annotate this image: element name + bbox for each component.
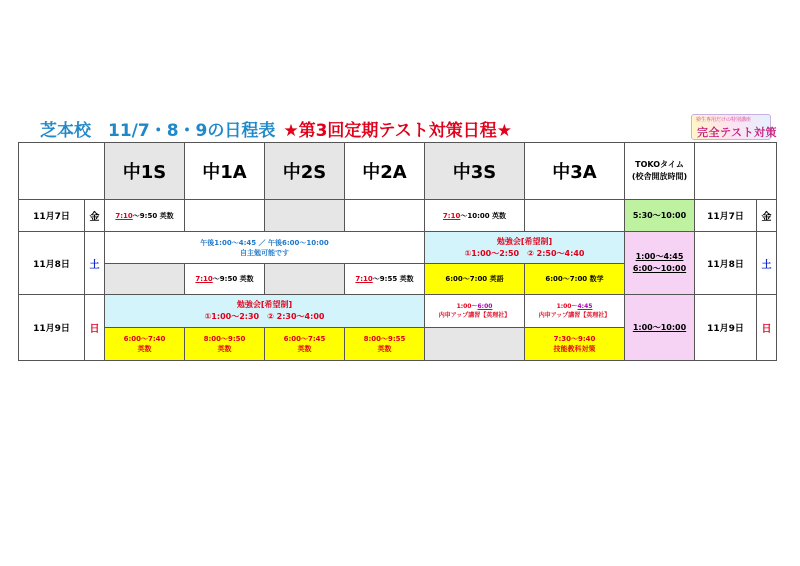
date-cell: 11月7日: [19, 200, 85, 232]
nov8-c1a: [185, 264, 265, 295]
time-start: 1:00～: [456, 303, 478, 310]
row-nov9-top: [19, 295, 777, 328]
nov7-c1a: [185, 200, 265, 232]
course-label: 内申アップ講習【英理社】: [538, 312, 611, 319]
date-cell: 11月8日: [19, 232, 85, 295]
row-nov8-top: [19, 232, 777, 264]
header-class-1s: 中1S: [105, 143, 185, 200]
toko-time-1: 1:00～4:45: [635, 252, 684, 261]
study-session-title: 勉強会[希望制]: [496, 236, 553, 246]
class-subject: 英数: [377, 345, 392, 353]
time-start: 7:10: [195, 275, 213, 283]
nov9-c3a-bottom: [525, 328, 625, 361]
dow-cell-right: 日: [757, 295, 777, 361]
time-start: 7:10: [115, 211, 133, 220]
time-rest: ～10:00 英数: [460, 211, 507, 220]
dow-cell: 日: [85, 295, 105, 361]
row-nov7: [19, 200, 777, 232]
nov7-c3a: [525, 200, 625, 232]
nov9-toko: [625, 295, 695, 361]
header-class-3s: 中3S: [425, 143, 525, 200]
nov9-c3s-top: [425, 295, 525, 328]
class-subject: 英数: [217, 345, 232, 353]
time-end: 6:00: [477, 303, 493, 310]
nov8-c2a: [345, 264, 425, 295]
header-class-1a: 中1A: [185, 143, 265, 200]
date-cell-right: 11月9日: [695, 295, 757, 361]
date-cell-right: 11月8日: [695, 232, 757, 295]
title-sub: ★第3回定期テスト対策日程★: [283, 121, 512, 141]
header-class-2a: 中2A: [345, 143, 425, 200]
nov9-study-session: [105, 295, 425, 328]
class-time: 6:00～7:40: [123, 335, 166, 343]
nov7-c1s: [105, 200, 185, 232]
schedule-table: [18, 142, 777, 361]
nov9-c2s: [265, 328, 345, 361]
toko-subtitle: (校舎開放時間): [631, 172, 688, 181]
time-start: 7:10: [355, 275, 373, 283]
header-empty-left: [19, 143, 105, 200]
course-label: 内申アップ講習【英理社】: [438, 312, 511, 319]
time-rest: ～9:50 英数: [212, 275, 254, 283]
dow-cell-right: 金: [757, 200, 777, 232]
dow-cell: 金: [85, 200, 105, 232]
class-time: 6:00～7:45: [283, 335, 326, 343]
time-start: 1:00～: [556, 303, 578, 310]
header-empty-right: [695, 143, 777, 200]
self-study-note: 自主勉可能です: [240, 248, 289, 257]
time-rest: ～9:50 英数: [132, 211, 174, 220]
nov9-c3a-top: [525, 295, 625, 328]
page-title: [40, 116, 512, 141]
nov8-c3s: 6:00～7:00 英語: [425, 264, 525, 295]
nov8-c2s: [265, 264, 345, 295]
time-rest: ～9:55 英数: [372, 275, 414, 283]
logo-big-text: 完全テスト対策: [697, 126, 778, 139]
date-cell: 11月9日: [19, 295, 85, 361]
study-session-times: ①1:00～2:30 ② 2:30～4:00: [204, 312, 325, 321]
logo-small-text: 塾生専用だけの特別講座: [696, 117, 752, 123]
title-main: 芝本校 11/7・8・9の日程表: [40, 121, 276, 141]
brand-logo: [691, 114, 778, 140]
study-session-title: 勉強会[希望制]: [236, 300, 293, 309]
class-subject: 英数: [297, 345, 312, 353]
header-row: [19, 143, 777, 200]
header-toko: [625, 143, 695, 200]
toko-time-2: 6:00～10:00: [632, 264, 687, 273]
time-end: 4:45: [577, 303, 593, 310]
class-time: 8:00～9:50: [203, 335, 246, 343]
nov9-c1s: [105, 328, 185, 361]
nov9-c1a: [185, 328, 265, 361]
nov8-self-study: [105, 232, 425, 264]
date-cell-right: 11月7日: [695, 200, 757, 232]
nov7-c2s: [265, 200, 345, 232]
nov8-toko: [625, 232, 695, 295]
nov8-c1s: [105, 264, 185, 295]
nov7-c2a: [345, 200, 425, 232]
nov7-toko: 5:30～10:00: [625, 200, 695, 232]
study-session-times: ①1:00～2:50 ② 2:50～4:40: [464, 248, 585, 258]
nov7-c3s: [425, 200, 525, 232]
nov8-study-session: [425, 232, 625, 264]
class-subject: 英数: [137, 345, 152, 353]
toko-title: TOKOタイム: [635, 160, 684, 169]
time-start: 7:10: [442, 211, 461, 220]
nov9-c2a: [345, 328, 425, 361]
dow-cell-right: 土: [757, 232, 777, 295]
class-time: 8:00～9:55: [363, 335, 406, 343]
toko-time: 1:00～10:00: [632, 322, 687, 332]
dow-cell: 土: [85, 232, 105, 295]
class-time: 7:30～9:40: [553, 335, 596, 343]
header-class-3a: 中3A: [525, 143, 625, 200]
self-study-hours: 午後1:00～4:45 ／ 午後6:00～10:00: [200, 238, 329, 247]
nov8-c3a: 6:00～7:00 数学: [525, 264, 625, 295]
nov9-c3s-bottom: [425, 328, 525, 361]
class-subject: 技能教科対策: [553, 345, 596, 353]
header-class-2s: 中2S: [265, 143, 345, 200]
